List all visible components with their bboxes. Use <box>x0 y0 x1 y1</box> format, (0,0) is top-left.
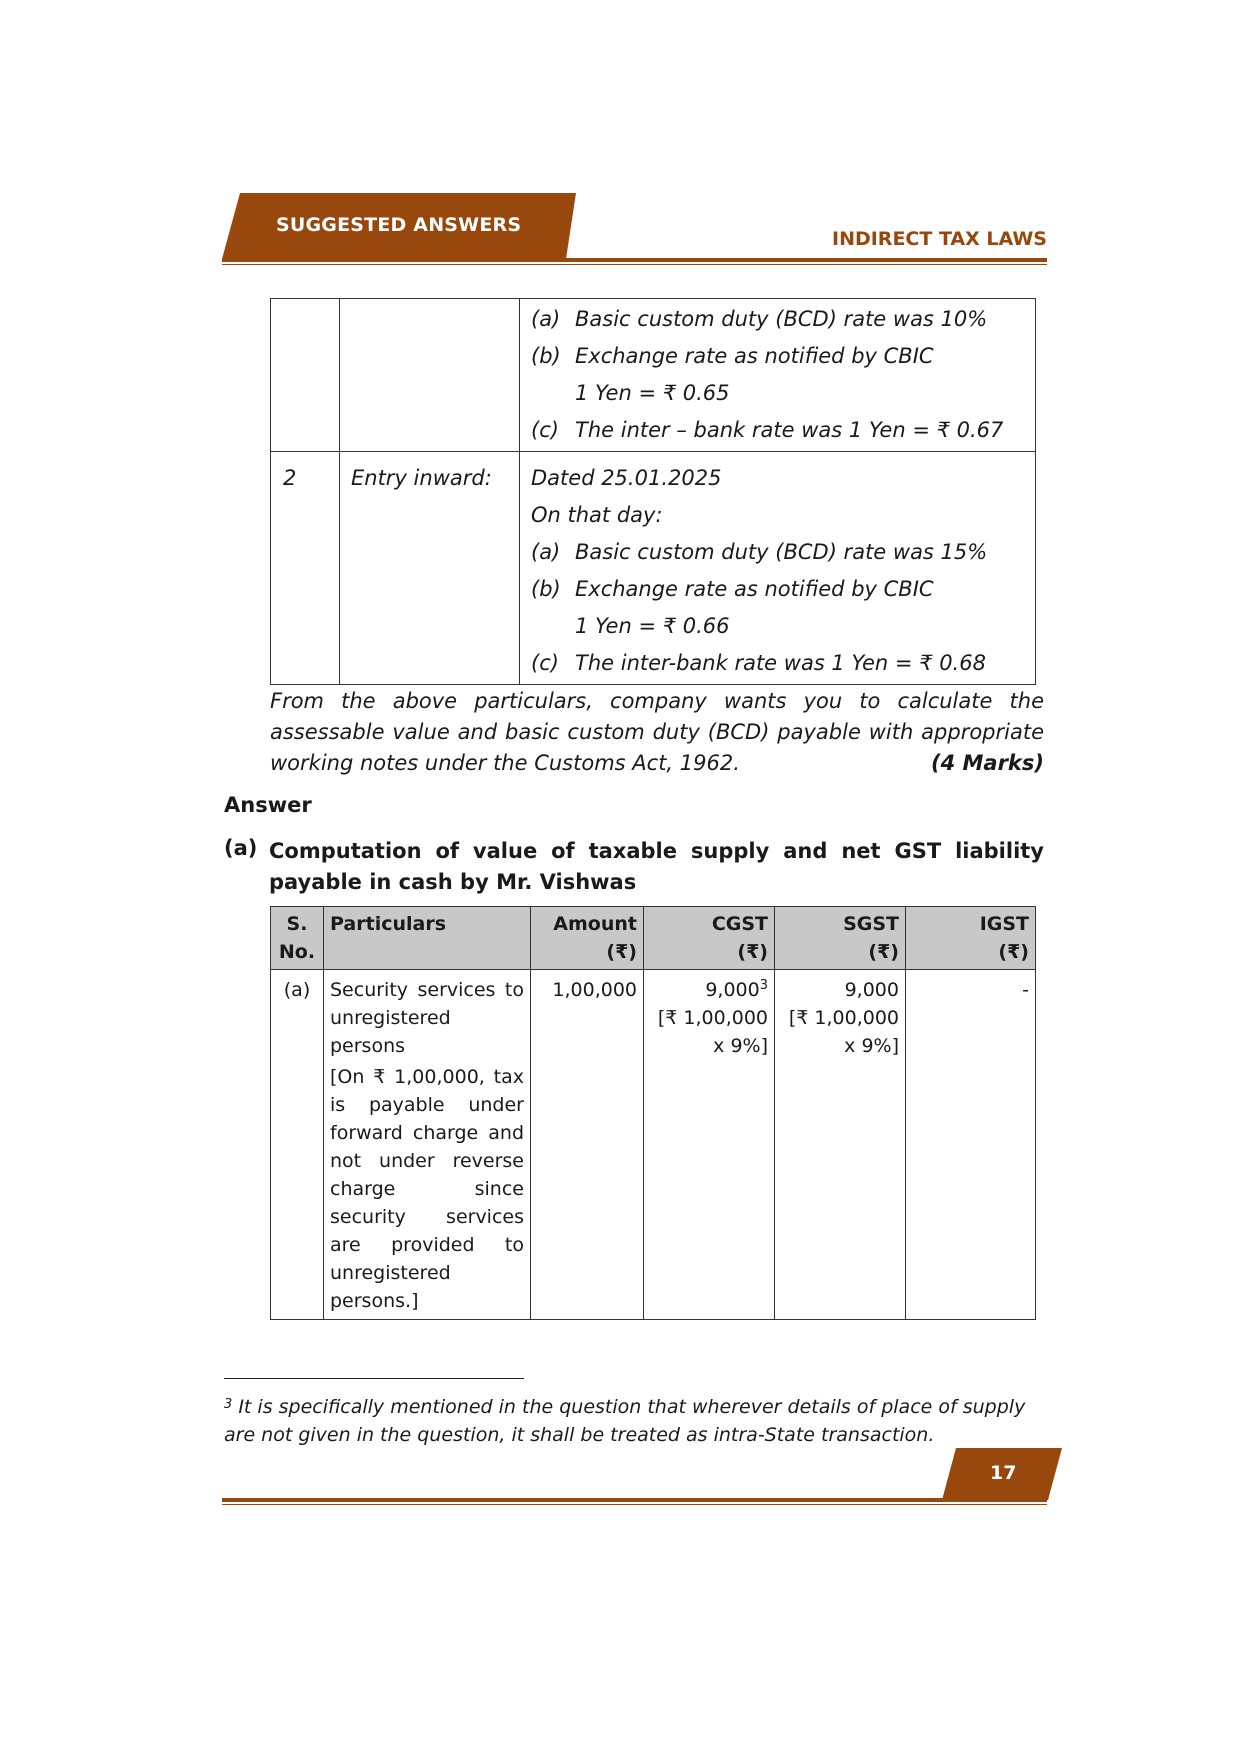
detail-line: 1 Yen = ₹ 0.66 <box>575 614 730 638</box>
marks-label: (4 Marks) <box>930 751 1044 775</box>
header-cgst: CGST (₹) <box>644 907 775 970</box>
part-a-label: (a) <box>224 836 258 860</box>
header-igst: IGST (₹) <box>906 907 1036 970</box>
header-tab-label: SUGGESTED ANSWERS <box>276 214 522 236</box>
cell-sno: (a) <box>271 970 324 1320</box>
table-row <box>271 452 1036 685</box>
particulars-main: Security services to unregistered persons <box>330 979 524 1057</box>
computation-table <box>270 906 1036 1320</box>
detail-line: (c) The inter – bank rate was 1 Yen = ₹ 0.67 <box>531 418 1004 442</box>
header-subject: INDIRECT TAX LAWS <box>832 228 1047 250</box>
footnote-ref[interactable]: 3 <box>759 978 768 993</box>
cell-cgst: 9,000$^3$ [₹ 1,00,000 x 9%] <box>644 970 775 1320</box>
table-cell-particular <box>340 299 520 452</box>
table-row <box>271 970 1036 1320</box>
header-particulars: Particulars <box>324 907 531 970</box>
table-cell-details <box>520 299 1036 452</box>
header-rule <box>222 258 1047 262</box>
question-paragraph <box>270 686 1044 779</box>
answer-heading: Answer <box>224 793 312 817</box>
table-cell-sno <box>271 299 340 452</box>
table-row <box>271 299 1036 452</box>
footnote-number: 3 <box>224 1397 233 1412</box>
detail-line: (a) Basic custom duty (BCD) rate was 10% <box>531 307 988 331</box>
question-text: From the above particulars, company wants you to calculate the assessable value and basic custom duty (BCD) payable with appropriate working notes under the Customs Act, 1962. <box>270 689 1044 775</box>
table-cell-sno: 2 <box>271 452 340 685</box>
header-sgst: SGST (₹) <box>775 907 906 970</box>
table-cell-details <box>520 452 1036 685</box>
footnote-rule <box>224 1378 524 1379</box>
table-cell-particular: Entry inward: <box>340 452 520 685</box>
cell-sgst: 9,000 [₹ 1,00,000 x 9%] <box>775 970 906 1320</box>
question-table <box>270 298 1036 685</box>
cell-particulars <box>324 970 531 1320</box>
particulars-note: [On ₹ 1,00,000, tax is payable under forward charge and not under reverse charge since security services are provided to unregistered persons.] <box>330 1066 524 1312</box>
detail-line: 1 Yen = ₹ 0.65 <box>575 381 730 405</box>
cell-amount: 1,00,000 <box>531 970 644 1320</box>
page-number: 17 <box>990 1462 1017 1484</box>
cell-igst: - <box>906 970 1036 1320</box>
detail-line: (b) Exchange rate as notified by CBIC <box>531 344 934 368</box>
detail-line: Dated 25.01.2025 <box>531 466 722 490</box>
table-header-row <box>271 907 1036 970</box>
detail-line: (b) Exchange rate as notified by CBIC <box>531 577 934 601</box>
detail-line: (c) The inter-bank rate was 1 Yen = ₹ 0.68 <box>531 651 986 675</box>
detail-line: On that day: <box>531 503 663 527</box>
footer-rule <box>222 1498 1047 1502</box>
footnote <box>224 1393 1044 1449</box>
detail-line: (a) Basic custom duty (BCD) rate was 15% <box>531 540 988 564</box>
footnote-text: It is specifically mentioned in the question that wherever details of place of supply are not given in the question, it shall be treated as intra-State transaction. <box>224 1396 1026 1446</box>
header-sno: S. No. <box>271 907 324 970</box>
header-amount: Amount (₹) <box>531 907 644 970</box>
part-a-title: Computation of value of taxable supply and net GST liability payable in cash by Mr. Vishwas <box>269 839 1044 894</box>
header-rule-thin <box>222 264 1047 265</box>
footer-rule-thin <box>222 1504 1047 1505</box>
